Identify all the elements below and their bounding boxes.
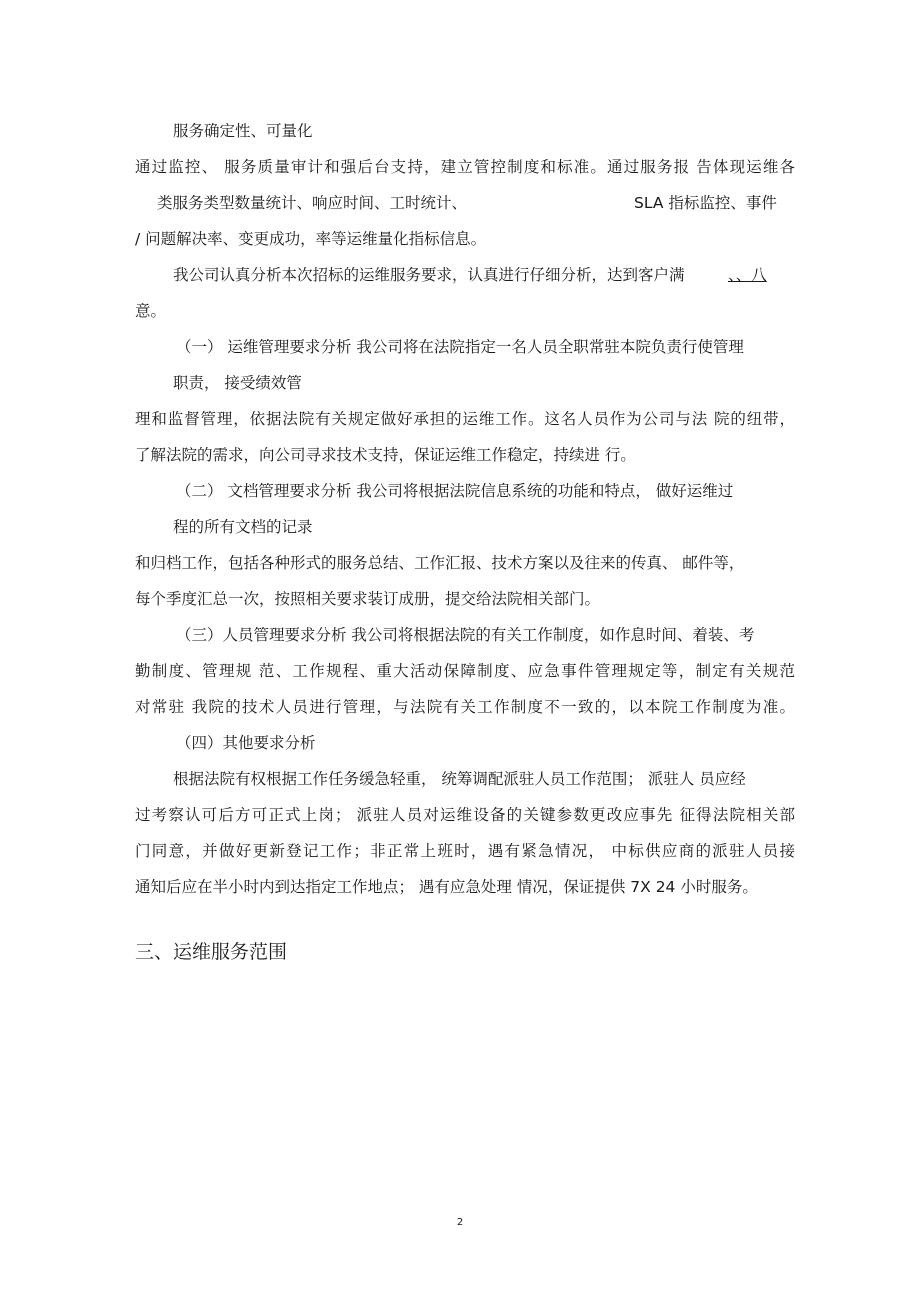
text-line: 意。 [135,302,167,320]
section-heading: 三、运维服务范围 [135,941,288,963]
text-line: 、、八 [728,266,767,284]
text-line: 程的所有文档的记录 [173,518,313,536]
text-line: 服务确定性、可量化 [173,122,313,140]
text-line: 对常驻 我院的技术人员进行管理，与法院有关工作制度不一致的，以本院工作制度为准。 [135,698,795,716]
text-line: （四）其他要求分析 [176,734,316,752]
text-line: （一） 运维管理要求分析 我公司将在法院指定一名人员全职常驻本院负责行使管理 [176,338,744,356]
text-line: 过考察认可后方可正式上岗； 派驻人员对运维设备的关键参数更改应事先 征得法院相关部 [135,806,795,824]
text-line: 通过监控、 服务质量审计和强后台支持，建立管控制度和标准。通过服务报 告体现运维各 [135,158,795,176]
text-line: SLA 指标监控、事件 [634,194,777,212]
text-line: （三）人员管理要求分析 我公司将根据法院的有关工作制度，如作息时间、着装、考 [176,626,755,644]
text-line: 理和监督管理，依据法院有关规定做好承担的运维工作。这名人员作为公司与法 院的纽带， [135,410,795,428]
text-line: 每个季度汇总一次，按照相关要求装订成册，提交给法院相关部门。 [135,590,601,608]
text-line: 了解法院的需求，向公司寻求技术支持，保证运维工作稳定，持续进 行。 [135,446,636,464]
text-line: 勤制度、管理规 范、工作规程、重大活动保障制度、应急事件管理规定等，制定有关规范 [135,662,795,680]
text-line: 我公司认真分析本次招标的运维服务要求，认真进行仔细分析，达到客户满 [173,266,685,284]
text-line: 通知后应在半小时内到达指定工作地点； 遇有应急处理 情况，保证提供 7X 24 小时服务。 [135,878,758,896]
text-line: （二） 文档管理要求分析 我公司将根据法院信息系统的功能和特点， 做好运维过 [176,482,734,500]
text-line: 门同意，并做好更新登记工作；非正常上班时，遇有紧急情况， 中标供应商的派驻人员接 [135,842,795,860]
text-line: / 问题解决率、变更成功，率等运维量化指标信息。 [135,230,487,248]
text-line: 根据法院有权根据工作任务缓急轻重， 统筹调配派驻人员工作范围； 派驻人 员应经 [173,770,746,788]
page-number: 2 [456,1217,464,1228]
text-line: 和归档工作，包括各种形式的服务总结、工作汇报、技术方案以及往来的传真、 邮件等， [135,554,745,572]
text-line: 类服务类型数量统计、响应时间、工时统计、 [157,194,468,212]
text-line: 职责， 接受绩效管 [173,374,302,392]
